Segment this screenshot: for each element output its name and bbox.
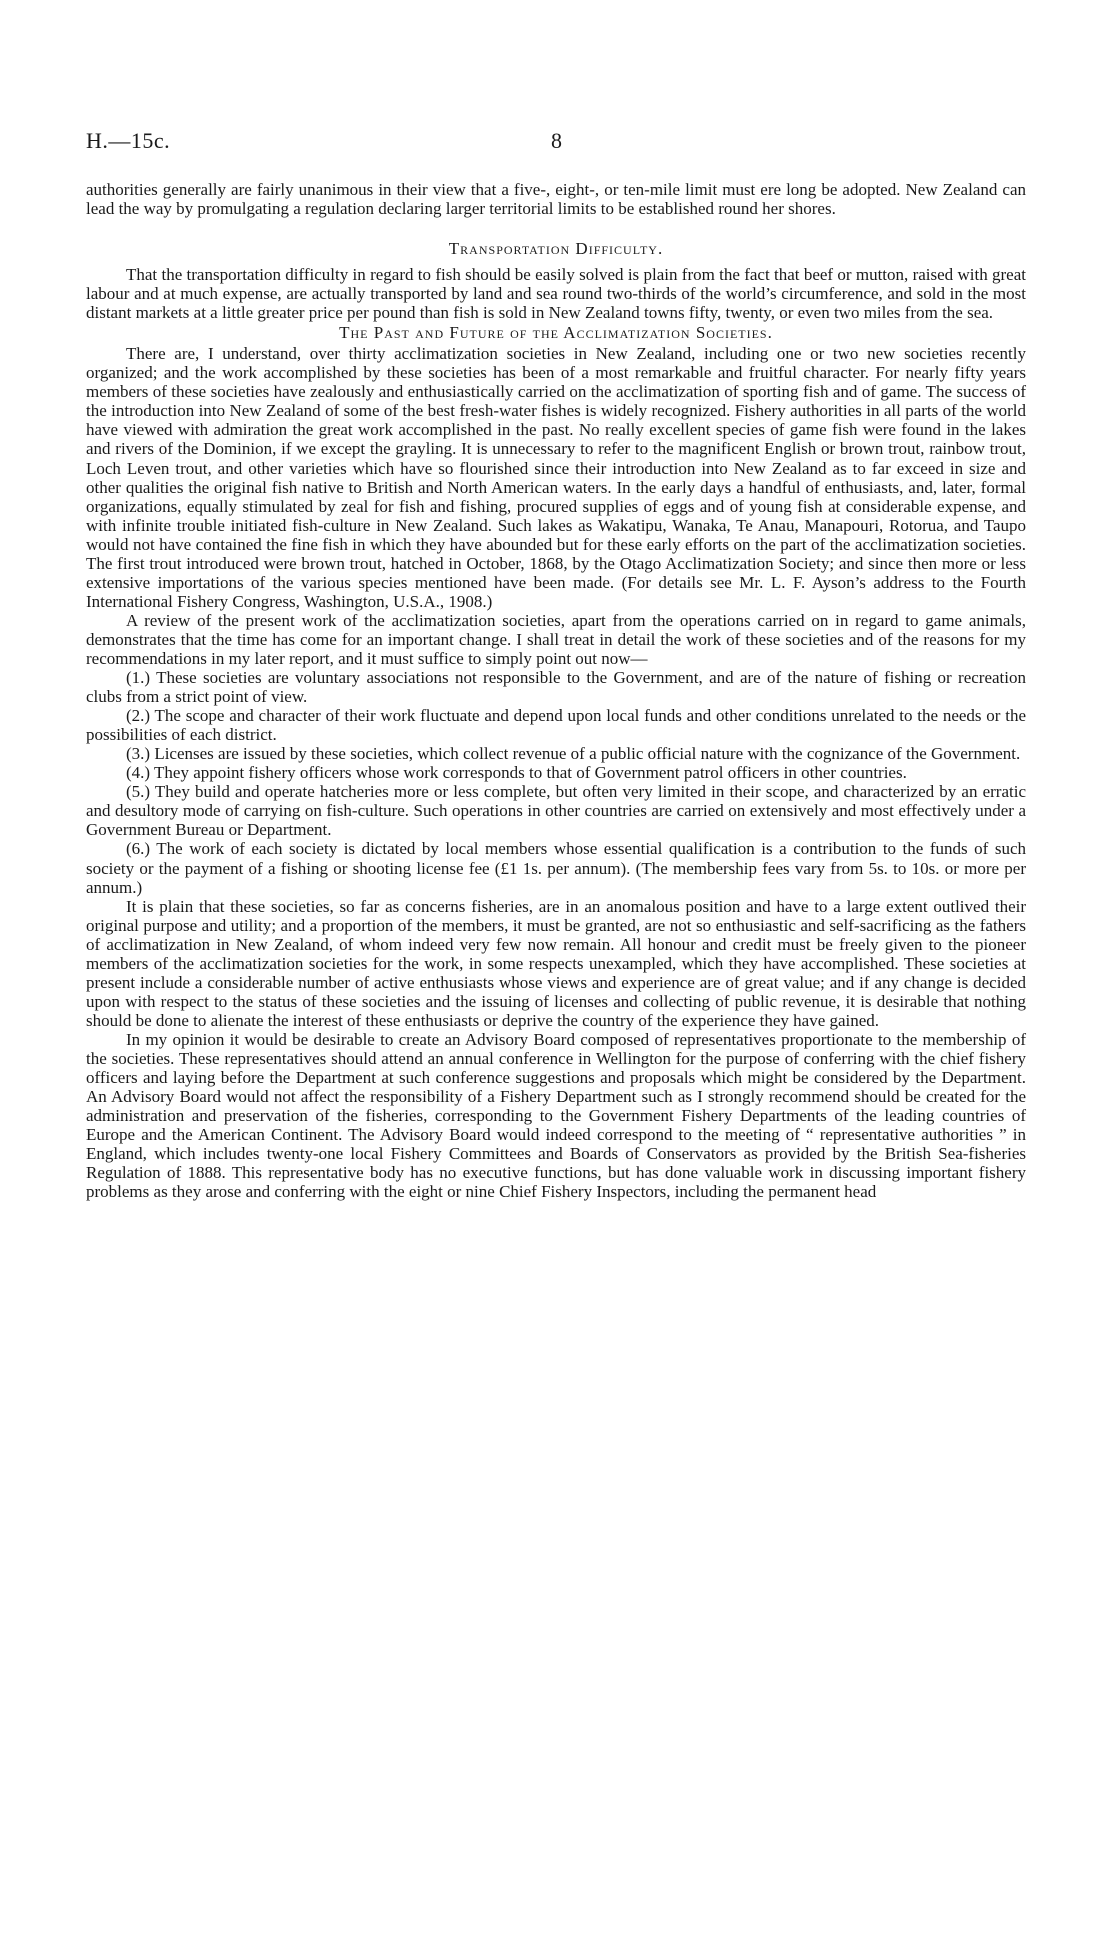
page-number: 8	[551, 128, 562, 153]
paragraph: A review of the present work of the acclimatization societies, apart from the operations carried on in regard to game animals, demonstrates that the time has come for an important change. I shall treat in detail the work of these societies and of the reasons for my recommendations in my later report, and it must suffice to simply point out now—	[86, 610, 1026, 668]
running-header	[86, 128, 1026, 162]
list-item-1: (1.) These societies are voluntary associations not responsible to the Government, and are of the nature of fishing or recreation clubs from a strict point of view.	[86, 668, 1026, 707]
section-heading-transportation: Transportation Difficulty.	[448, 239, 664, 259]
continued-paragraph: authorities generally are fairly unanimous in their view that a five-, eight-, or ten-mile limit must ere long be adopted. New Zealand can lead the way by promulgating a regulation declaring larger territorial limits to be established round her shores.	[86, 180, 1026, 219]
document-reference: H.—15c.	[86, 128, 171, 153]
list-item-4: (4.) They appoint fishery officers whose work corresponds to that of Government patrol officers in other countries.	[126, 763, 907, 783]
document-page	[86, 128, 1026, 1201]
list-item-6: (6.) The work of each society is dictated by local members whose essential qualification is a contribution to the funds of such society or the payment of a fishing or shooting license fee (£1 1s. per annum). (The membership fees vary from 5s. to 10s. or more per annum.)	[86, 839, 1026, 897]
paragraph: It is plain that these societies, so far as concerns fisheries, are in an anomalous position and have to a large extent outlived their original purpose and utility; and a proportion of the members, it must be granted, are not so enthusiastic and self-sacrificing as the fathers of acclimatization in New Zealand, of whom indeed very few now remain. All honour and credit must be freely given to the pioneer members of the acclimatization societies for the work, in some respects unexampled, which they have accomplished. These societies at present include a considerable number of active enthusiasts whose views and experience are of great value; and if any change is decided upon with respect to the status of these societies and the issuing of licenses and collecting of public revenue, it is desirable that nothing should be done to alienate the interest of these enthusiasts or deprive the country of the experience they have gained.	[86, 896, 1026, 1030]
list-item-3: (3.) Licenses are issued by these societies, which collect revenue of a public official nature with the cognizance of the Government.	[126, 744, 1021, 764]
list-item-2: (2.) The scope and character of their work fluctuate and depend upon local funds and other conditions unrelated to the needs or the possibilities of each district.	[86, 706, 1026, 745]
paragraph: In my opinion it would be desirable to create an Advisory Board composed of representatives proportionate to the membership of the societies. These representatives should attend an annual conference in Wellington for the purpose of conferring with the chief fishery officers and laying before the Department at such conference suggestions and proposals which might be considered by the Department. An Advisory Board would not affect the responsibility of a Fishery Department such as I strongly recommend should be created for the administration and preservation of the fisheries, corresponding to the Government Fishery Departments of the leading countries of Europe and the American Continent. The Advisory Board would indeed correspond to the meeting of “ representative authorities ” in England, which includes twenty-one local Fishery Committees and Boards of Conservators as provided by the British Sea-fisheries Regulation of 1888. This representative body has no executive functions, but has done valuable work in discussing important fishery problems as they arose and conferring with the eight or nine Chief Fishery Inspectors, including the permanent head	[86, 1029, 1026, 1202]
paragraph: That the transportation difficulty in regard to fish should be easily solved is plain from the fact that beef or mutton, raised with great labour and at much expense, are actually transported by land and sea round two-thirds of the world’s circumference, and sold in the most distant markets at a little greater price per pound than fish is sold in New Zealand towns fifty, twenty, or even two miles from the sea.	[86, 265, 1026, 323]
list-item-5: (5.) They build and operate hatcheries more or less complete, but often very limited in their scope, and characterized by an erratic and desultory mode of carrying on fish-culture. Such operations in other countries are carried on extensively and most effectively under a Government Bureau or Department.	[86, 782, 1026, 840]
section-heading-acclimatization: The Past and Future of the Acclimatization Societies.	[339, 323, 773, 343]
paragraph: There are, I understand, over thirty acclimatization societies in New Zealand, including one or two new societies recently organized; and the work accomplished by these societies has been of a most remarkable and fruitful character. For nearly fifty years members of these societies have zealously and enthusiastically carried on the acclimatization of sporting fish and of game. The success of the introduction into New Zealand of some of the best fresh-water fishes is widely recognized. Fishery authorities in all parts of the world have viewed with admiration the great work accomplished in the past. No really excellent species of game fish were found in the lakes and rivers of the Dominion, if we except the grayling. It is unnecessary to refer to the magnificent English or brown trout, rainbow trout, Loch Leven trout, and other varieties which have so flourished since their introduction into New Zealand as to far exceed in size and other qualities the original fish native to British and North American waters. In the early days a handful of enthusiasts, and, later, formal organizations, equally stimulated by zeal for fish and fishing, procured supplies of eggs and of young fish at considerable expense, and with infinite trouble initiated fish-culture in New Zealand. Such lakes as Wakatipu, Wanaka, Te Anau, Manapouri, Rotorua, and Taupo would not have contained the fine fish in which they have abounded but for these early efforts on the part of the acclimatization societies. The first trout introduced were brown trout, hatched in October, 1868, by the Otago Acclimatization Society; and since then more or less extensive importations of the various species mentioned have been made. (For details see Mr. L. F. Ayson’s address to the Fourth International Fishery Congress, Washington, U.S.A., 1908.)	[86, 344, 1026, 611]
